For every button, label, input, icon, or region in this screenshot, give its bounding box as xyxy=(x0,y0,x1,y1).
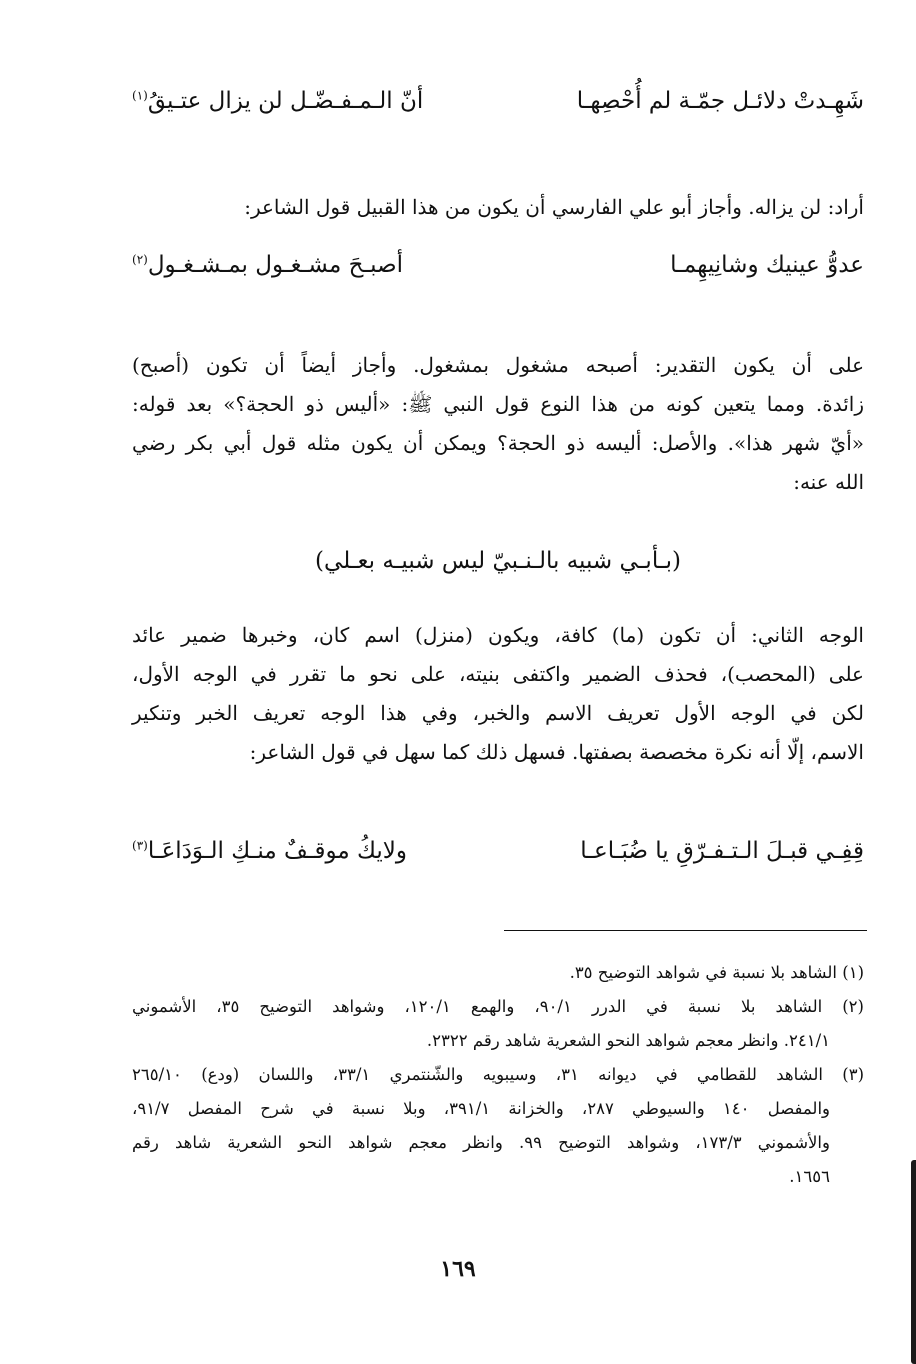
footnote-separator xyxy=(504,930,867,931)
scan-edge-shadow xyxy=(911,1160,916,1364)
verse-1-left-hemistich: أنّ الـمـفـضّـل لن يزال عتـيقُ xyxy=(147,88,424,114)
paragraph-1 xyxy=(132,188,864,227)
verse-4-left-hemistich-wrap xyxy=(132,838,407,864)
paragraph-line: زائدة. ومما يتعين كونه من هذا النوع قول النبي ﷺ: «أليس ذو الحجة؟» بعد قوله: xyxy=(132,392,864,416)
paragraph-line: أراد: لن يزاله. وأجاز أبو علي الفارسي أن يكون من هذا القبيل قول الشاعر: xyxy=(244,195,864,219)
footnote-3-line: والمفصل ١٤٠ والسيوطي ٢٨٧، والخزانة ٣٩١/١، وبلا نسبة في شرح المفصل ٩١/٧، xyxy=(132,1099,830,1118)
page-number: ١٦٩ xyxy=(440,1256,476,1282)
paragraph-line: الاسم، إلّا أنه نكرة مخصصة بصفتها. فسهل ذلك كما سهل في قول الشاعر: xyxy=(249,740,864,764)
verse-3-text: (بـأبـي شبيه بالـنـبيّ ليس شبيـه بعـلي) xyxy=(315,548,681,574)
footnote-2-line: (٢) الشاهد بلا نسبة في الدرر ٩٠/١، والهمع ١٢٠/١، وشواهد التوضيح ٣٥، الأشموني xyxy=(132,997,864,1016)
verse-1-right-hemistich: شَهِـدتْ دلائـل جمّـة لم أُحْصِهـا xyxy=(576,88,864,114)
footnote-2-line: ٢٤١/١. وانظر معجم شواهد النحو الشعرية شاهد رقم ٢٣٢٢. xyxy=(426,1031,830,1050)
footnote-3-line: والأشموني ١٧٣/٣، وشواهد التوضيح ٩٩. وانظر معجم شواهد النحو الشعرية شاهد رقم xyxy=(132,1133,830,1152)
footnote-ref-2: (٢) xyxy=(132,252,148,267)
verse-4 xyxy=(132,838,864,878)
footnote-ref-3: (٣) xyxy=(132,838,148,853)
verse-2-left-hemistich: أصبـحَ مشـغـول بمـشـغـول xyxy=(147,252,404,278)
footnotes xyxy=(132,956,864,1194)
verse-1-left-hemistich-wrap xyxy=(132,88,423,114)
verse-4-left-hemistich: ولايكُ موقـفٌ منـكِ الـوَدَاعَـا xyxy=(147,838,408,864)
paragraph-line: على أن يكون التقدير: أصبحه مشغول بمشغول. وأجاز أيضاً أن تكون (أصبح) xyxy=(132,353,864,377)
paragraph-line: لكن في الوجه الأول تعريف الاسم والخبر، وفي هذا الوجه تعريف الخبر وتنكير xyxy=(132,701,864,725)
verse-4-right-hemistich: قِفِـي قبـلَ الـتـفـرّقِ يا ضُبَـاعـا xyxy=(580,838,864,864)
footnote-1: (١) الشاهد بلا نسبة في شواهد التوضيح ٣٥. xyxy=(569,963,864,982)
paragraph-3 xyxy=(132,616,864,772)
verse-1 xyxy=(132,88,864,128)
verse-2-left-hemistich-wrap xyxy=(132,252,403,278)
paragraph-line: على (المحصب)، فحذف الضمير واكتفى بنيته، على نحو ما تقرر في الوجه الأول، xyxy=(132,662,864,686)
paragraph-2 xyxy=(132,346,864,502)
footnote-ref-1: (١) xyxy=(132,88,148,103)
paragraph-line: الله عنه: xyxy=(793,470,864,494)
verse-2-right-hemistich: عدوُّ عينيك وشانِيهِمـا xyxy=(670,252,864,278)
footnote-3-line: ١٦٥٦. xyxy=(789,1167,830,1186)
verse-2 xyxy=(132,252,864,292)
verse-3 xyxy=(132,548,864,588)
paragraph-line: «أيّ شهر هذا». والأصل: أليسه ذو الحجة؟ ويمكن أن يكون مثله قول أبي بكر رضي xyxy=(132,431,864,455)
footnote-3-line: (٣) الشاهد للقطامي في ديوانه ٣١، وسيبويه والشّنتمري ٣٣/١، واللسان (ودع) ٢٦٥/١٠ xyxy=(132,1065,864,1084)
paragraph-line: الوجه الثاني: أن تكون (ما) كافة، ويكون (منزل) اسم كان، وخبرها ضمير عائد xyxy=(132,623,864,647)
